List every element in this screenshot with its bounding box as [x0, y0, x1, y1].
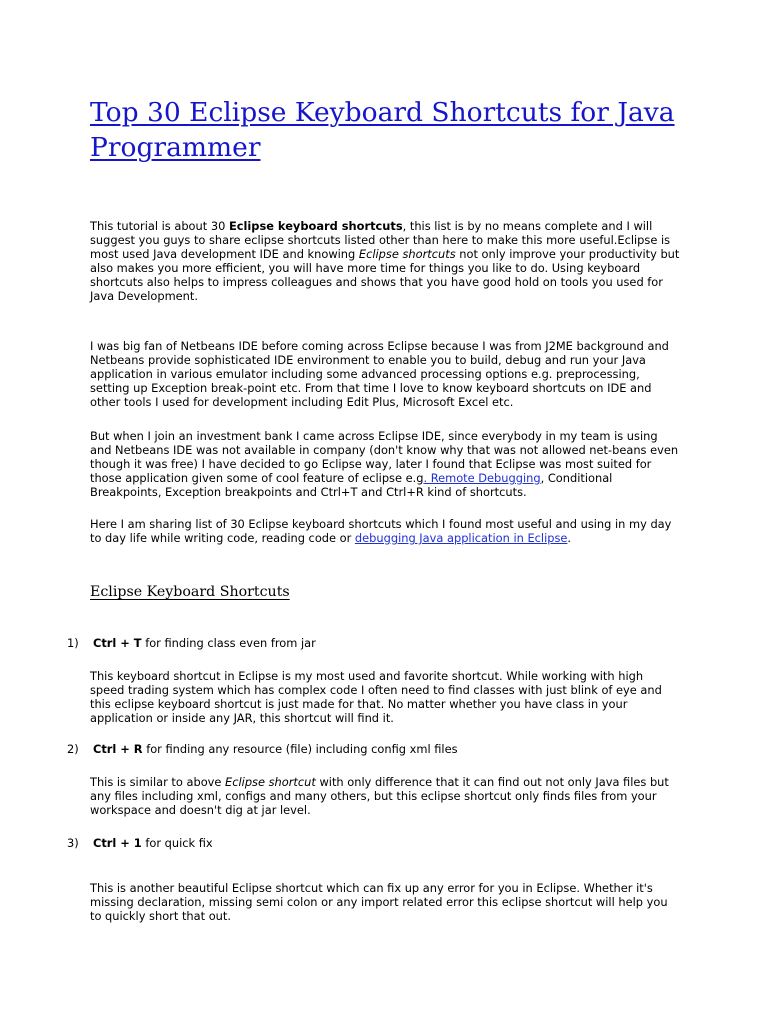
article-title[interactable]: Top 30 Eclipse Keyboard Shortcuts for Java Programmer: [90, 97, 675, 163]
description-text-2: with only difference that it can find out not only Java files but any files including xml, configs and many others, but this eclipse shortcut only finds files from your workspace and doesn't dig at jar level.: [90, 775, 669, 817]
intro-bold-phrase: Eclipse keyboard shortcuts: [228, 219, 403, 233]
shortcut-number: 3): [67, 836, 79, 850]
para4-text-2: .: [567, 531, 572, 545]
intro-text-2: , this list is by no means complete and I will suggest you guys to share eclipse shortcuts listed other than here to make this more useful.Eclipse is most used Java development IDE and knowing: [90, 219, 671, 261]
intro-italic-phrase: Eclipse shortcuts: [358, 247, 456, 261]
intro-text-3: not only improve your productivity but also makes you more efficient, you will have more time for things you like to do. Using keyboard shortcuts also helps to impress colleagues and shows that you have good hold on tools you used for Java Development.: [90, 247, 680, 303]
sharing-paragraph: [90, 517, 680, 545]
intro-text-1: This tutorial is about 30: [90, 219, 229, 233]
investment-bank-paragraph: [90, 429, 680, 499]
para3-text-2: , Conditional Breakpoints, Exception breakpoints and Ctrl+T and Ctrl+R kind of shortcuts.: [90, 471, 613, 499]
shortcut-key: Ctrl + T: [93, 636, 142, 650]
shortcut-key: Ctrl + 1: [93, 836, 142, 850]
shortcut-header: [93, 636, 693, 650]
shortcut-description: This keyboard shortcut in Eclipse is my most used and favorite shortcut. While working with high speed trading system which has complex code I often need to find classes with just blink of eye and this eclipse keyboard shortcut is just made for that. No matter whether you have class in your application or inside any JAR, this shortcut will find it.: [90, 669, 662, 725]
shortcut-summary: for quick fix: [141, 836, 213, 850]
shortcut-description: [90, 775, 680, 817]
shortcut-number: 2): [67, 742, 79, 756]
netbeans-paragraph: I was big fan of Netbeans IDE before coming across Eclipse because I was from J2ME background and Netbeans provide sophisticated IDE environment to enable you to build, debug and run your Java application in various emulator including some advanced processing options e.g. preprocessing, setting up Exception break-point etc. From that time I love to know keyboard shortcuts on IDE and other tools I used for development including Edit Plus, Microsoft Excel etc.: [90, 339, 669, 409]
shortcut-number: 1): [67, 636, 79, 650]
shortcut-header: [93, 742, 693, 756]
description-text-1: This is similar to above: [90, 775, 226, 789]
description-italic-phrase: Eclipse shortcut: [225, 775, 316, 789]
intro-paragraph: [90, 219, 680, 303]
shortcut-description: This is another beautiful Eclipse shortcut which can fix up any error for you in Eclipse. Whether it's missing declaration, missing semi colon or any import related error this eclipse shortcut will help you to quickly short that out.: [90, 881, 668, 923]
remote-debugging-link[interactable]: . Remote Debugging: [423, 471, 541, 485]
shortcut-summary: for finding any resource (file) including config xml files: [142, 742, 458, 756]
section-heading: Eclipse Keyboard Shortcuts: [90, 584, 290, 600]
debugging-java-link[interactable]: debugging Java application in Eclipse: [354, 531, 568, 545]
shortcut-summary: for finding class even from jar: [141, 636, 316, 650]
shortcut-header: [93, 836, 693, 850]
para3-text-1: But when I join an investment bank I came across Eclipse IDE, since everybody in my team is using and Netbeans IDE was not available in company (don't know why that was not allowed net-beans even though it was free) I have decided to go Eclipse way, later I found that Eclipse was most suited for those application given some of cool feature of eclipse e.g: [90, 429, 679, 485]
shortcut-key: Ctrl + R: [93, 742, 143, 756]
para4-text-1: Here I am sharing list of 30 Eclipse keyboard shortcuts which I found most useful and using in my day to day life while writing code, reading code or: [90, 517, 672, 545]
